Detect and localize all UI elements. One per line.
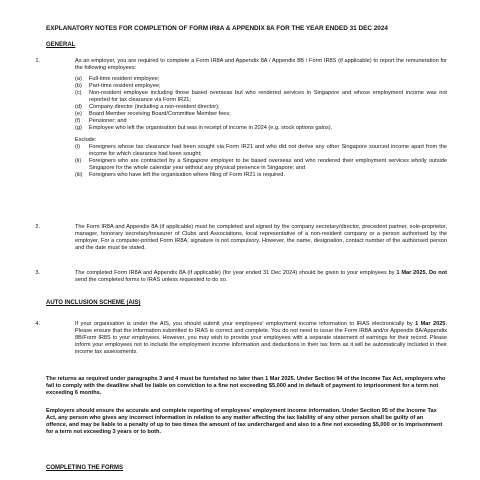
list-item: (b) Part-time resident employee; — [75, 83, 161, 89]
heading-general: GENERAL — [46, 42, 76, 48]
para-3-number: 3. — [35, 270, 40, 276]
list-item: (a) Full-time resident employee; — [75, 76, 160, 82]
list-item: (ii) Foreigners who are contracted by a Singapore employer to be based overseas and who rendered their employment services wholly outside Singapore for the whole calendar year without any physical presence in Singapore; and — [75, 158, 447, 171]
list-item: (f) Pensioner; and — [75, 118, 127, 124]
para-2-number: 2. — [35, 224, 40, 230]
heading-ais: AUTO INCLUSION SCHEME (AIS) — [46, 300, 141, 306]
heading-completing-forms: COMPLETING THE FORMS — [46, 465, 123, 471]
para-1-intro: As an employer, you are required to complete a Form IR8A and Appendix 8A / Appendix 8B / Form IR8S (if applicable) to report the remuneration for the following employees: — [75, 58, 447, 71]
employee-list — [75, 76, 447, 132]
deadline-notice: The returns as required under paragraphs 3 and 4 must be furnished no later than 1 Mar 2025. Under Section 94 of the Income Tax Act, employers who fail to comply with the deadline shall be liable on conviction to a fine not exceeding $5,000 and in default of payment to imprisonment for a term not exceeding 6 months. — [46, 376, 446, 396]
list-item: (e) Board Member receiving Board/Committee Member fees; — [75, 111, 231, 117]
exclude-label: Exclude: — [75, 137, 97, 143]
list-item: (g) Employee who left the organisation but was in receipt of income in 2024 (e.g. stock options gains). — [75, 125, 333, 131]
list-item: (c) Non-resident employee including those based overseas but who rendered services in Singapore and whose employment income was not reported for tax clearance via Form IR21; — [75, 90, 447, 103]
para-4: If your organisation is under the AIS, you should submit your employees' employment income information to IRAS electronically by 1 Mar 2025. Please ensure that the information submitted to IRAS is correct and complete. You do not need to issue the Form IR8A and/or Appendix 8A/Appendix 8B/Form IR8S to your employees. However, you may wish to provide your employees with a separate statement of earnings for their record. Please inform your employees not to include the employment income information and deductions in their tax form as it will be automatically included in their income tax assessments. — [75, 321, 447, 355]
para-2: The Form IR8A and Appendix 8A (if applicable) must be completed and signed by the company secretary/director, precedent partner, sole-proprietor, manager, honorary secretary/treasurer of Clubs and Associations, local representative of a non-resident company or a person authorised by the employer. For a computer-printed Form IR8A, signature is not compulsory. However, the name, designation, contact number of the authorised person and the date must be stated. — [75, 224, 447, 251]
list-item: (d) Company director (including a non-resident director); — [75, 104, 220, 110]
accuracy-notice: Employers should ensure the accurate and complete reporting of employees' employment income information. Under Section 95 of the Income Tax Act, any person who gives any incorrect information in relation to any matter affecting the tax liability of any other person shall be guilty of an offence, and may be liable to a penalty of up to two times the amount of tax undercharged and also to a fine not exceeding $5,000 or to imprisonment for a term not exceeding 3 years or to both. — [46, 408, 443, 435]
para-4-number: 4. — [35, 321, 40, 327]
exclude-list — [75, 144, 447, 179]
list-item: (i) Foreigners whose tax clearance had been sought via Form IR21 and who did not derive any other Singapore sourced income apart from the income for which clearance had been sought; — [75, 144, 447, 157]
page-title: EXPLANATORY NOTES FOR COMPLETION OF FORM IR8A & APPENDIX 8A FOR THE YEAR ENDED 31 DEC 2024 — [46, 25, 388, 32]
list-item: (iii) Foreigners who have left the organisation where filing of Form IR21 is required. — [75, 172, 285, 178]
para-1-number: 1. — [35, 58, 40, 64]
para-1 — [75, 58, 447, 179]
para-3: The completed Form IR8A and Appendix 8A (if applicable) (for year ended 31 Dec 2024) should be given to your employees by 1 Mar 2025. Do not send the completed forms to IRAS unless requested to do so. — [75, 270, 447, 283]
